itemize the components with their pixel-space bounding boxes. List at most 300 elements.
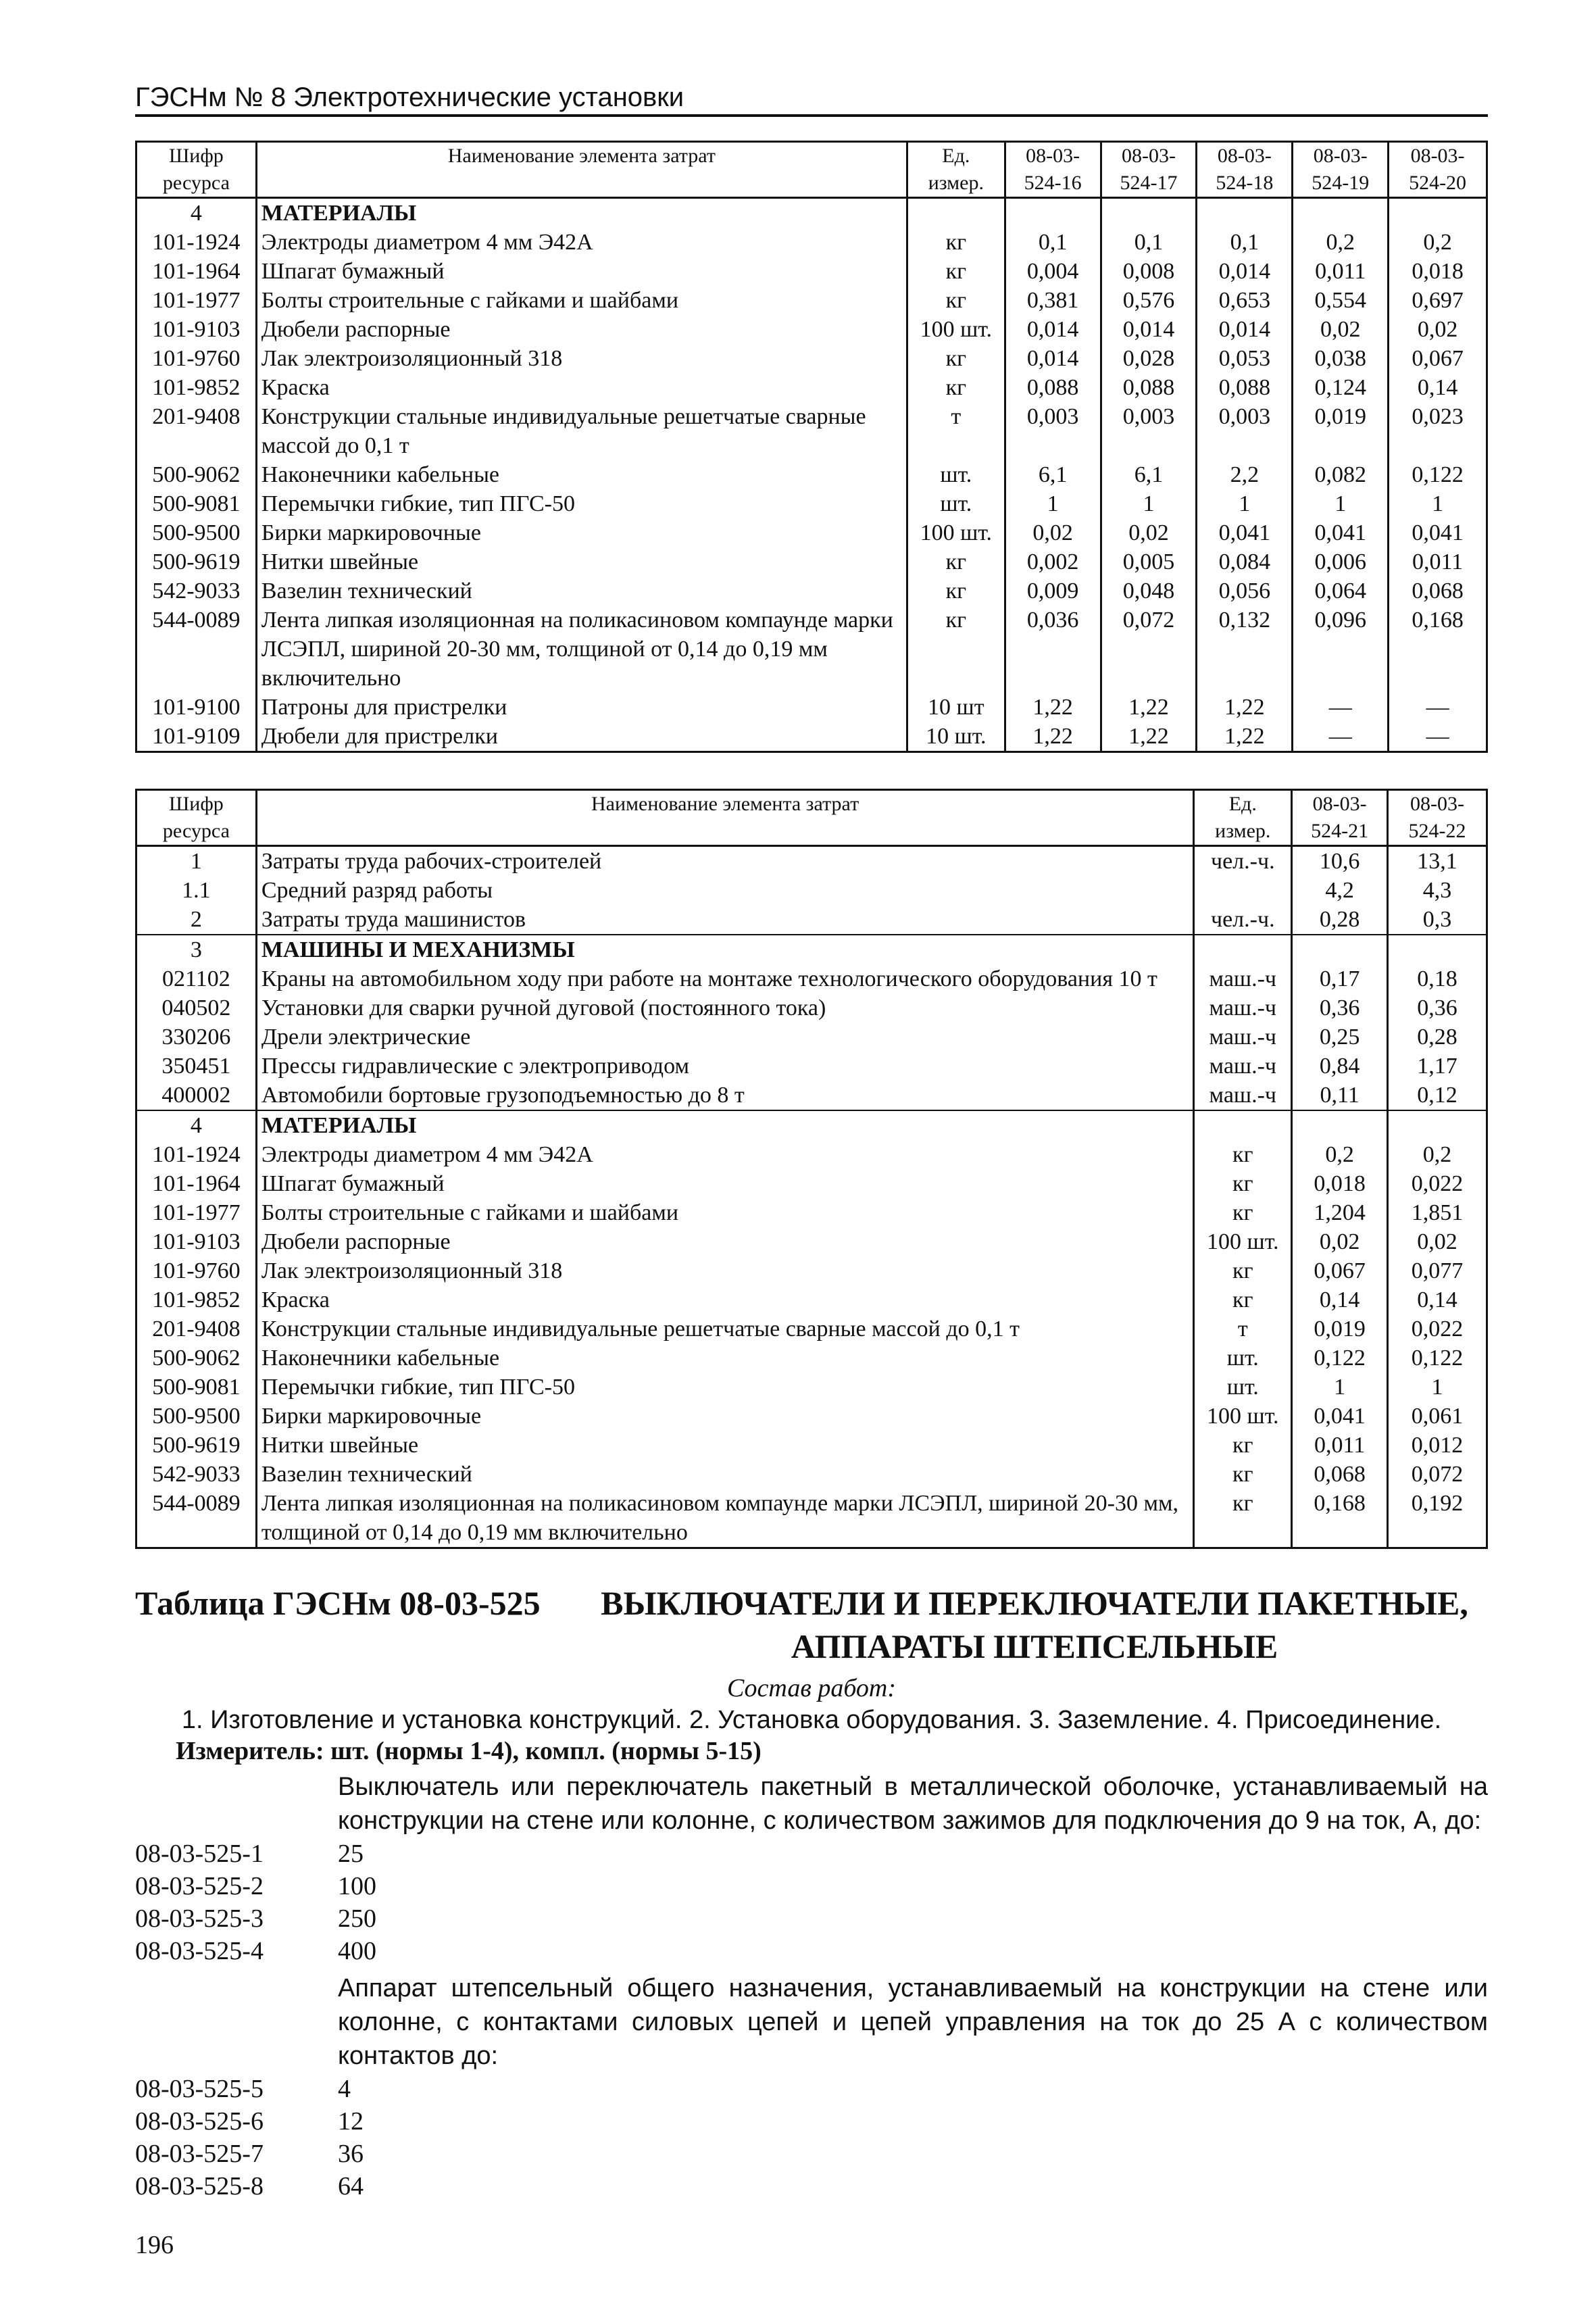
norm-value: 0,004	[1005, 257, 1101, 286]
resource-code: 4	[136, 1110, 257, 1140]
resource-unit: шт.	[907, 460, 1005, 489]
norm-value: 1	[1005, 489, 1101, 518]
norm-value: 0,067	[1389, 344, 1487, 373]
resource-unit: кг	[1194, 1489, 1292, 1548]
resource-unit: 100 шт.	[1194, 1227, 1292, 1256]
norm-value: 0,28	[1292, 905, 1388, 935]
column-header: 08-03-524-17	[1101, 142, 1197, 198]
norm-value: 0,006	[1293, 547, 1389, 576]
resource-code: 3	[136, 935, 257, 964]
norm-code: 08-03-525-5	[135, 2075, 264, 2103]
table-row	[136, 1460, 1487, 1489]
norm-value: 1	[1388, 1373, 1487, 1402]
table-row	[136, 722, 1487, 752]
resource-name: Средний разряд работы	[256, 876, 1194, 905]
norm-value: 0,019	[1292, 1314, 1388, 1344]
norm-value: 0,041	[1293, 518, 1389, 547]
resource-unit: кг	[907, 547, 1005, 576]
resource-name: МАТЕРИАЛЫ	[256, 1110, 1194, 1140]
norm-value: 0,077	[1388, 1256, 1487, 1285]
norm-value: 0,28	[1388, 1023, 1487, 1052]
norm-value: 1,851	[1388, 1198, 1487, 1227]
resource-name: Электроды диаметром 4 мм Э42А	[256, 228, 907, 257]
norm-value: 0,2	[1389, 228, 1487, 257]
norm-value: —	[1389, 722, 1487, 752]
resource-code: 201-9408	[136, 402, 257, 460]
norm-value	[1005, 198, 1101, 228]
norm-value: 0,697	[1389, 286, 1487, 315]
norm-value: 0,168	[1292, 1489, 1388, 1548]
resource-unit: кг	[1194, 1256, 1292, 1285]
resource-unit: кг	[1194, 1140, 1292, 1169]
norm-value: 64	[338, 2172, 364, 2200]
table-row	[136, 460, 1487, 489]
column-header: 08-03-524-22	[1388, 790, 1487, 846]
resource-name: Затраты труда машинистов	[256, 905, 1194, 935]
resource-code: 330206	[136, 1023, 257, 1052]
norm-value: 0,041	[1389, 518, 1487, 547]
resource-unit: 100 шт.	[907, 518, 1005, 547]
norm-value: 6,1	[1005, 460, 1101, 489]
norm-value: 1,22	[1101, 722, 1197, 752]
table-row	[136, 286, 1487, 315]
resource-name: Дюбели распорные	[256, 1227, 1194, 1256]
resource-unit: кг	[907, 373, 1005, 402]
resource-code: 101-9109	[136, 722, 257, 752]
resource-unit: 100 шт.	[907, 315, 1005, 344]
norm-value: 0,02	[1005, 518, 1101, 547]
table-row	[136, 1023, 1487, 1052]
resource-unit: кг	[907, 228, 1005, 257]
table-row	[136, 373, 1487, 402]
resource-name: Болты строительные с гайками и шайбами	[256, 286, 907, 315]
norm-row	[135, 2105, 1488, 2138]
resource-unit: кг	[1194, 1198, 1292, 1227]
norm-value: 0,014	[1101, 315, 1197, 344]
norm-value: 1,22	[1005, 722, 1101, 752]
norm-value: 1	[1197, 489, 1293, 518]
norm-value: 4,3	[1388, 876, 1487, 905]
norm-value: 0,2	[1388, 1140, 1487, 1169]
norm-value: 0,061	[1388, 1402, 1487, 1431]
table-525-heading	[135, 1581, 1488, 1668]
resource-unit: т	[907, 402, 1005, 460]
table-row	[136, 1344, 1487, 1373]
norm-value: 2,2	[1197, 460, 1293, 489]
norm-value: 0,053	[1197, 344, 1293, 373]
norm-value: 0,012	[1388, 1431, 1487, 1460]
resource-code: 500-9619	[136, 1431, 257, 1460]
norm-value	[1293, 198, 1389, 228]
norm-row	[135, 2170, 1488, 2202]
norm-value: 400	[338, 1937, 376, 1965]
group1-description: Выключатель или переключатель пакетный в металлической оболочке, устанавливаемый на конструкции на стене или колонне, с количеством зажимов для подключения до 9 на ток, А, до:	[338, 1773, 1488, 1835]
norm-row	[135, 1870, 1488, 1902]
norm-value: 1,204	[1292, 1198, 1388, 1227]
norm-value: 0,653	[1197, 286, 1293, 315]
table-row	[136, 606, 1487, 693]
resource-name: Дюбели распорные	[256, 315, 907, 344]
resource-unit: шт.	[1194, 1373, 1292, 1402]
resource-unit: кг	[907, 606, 1005, 693]
resource-unit: 100 шт.	[1194, 1402, 1292, 1431]
resource-name: Бирки маркировочные	[256, 1402, 1194, 1431]
resource-name: Шпагат бумажный	[256, 1169, 1194, 1198]
norm-value: —	[1293, 722, 1389, 752]
resource-code: 500-9081	[136, 1373, 257, 1402]
table-row	[136, 518, 1487, 547]
resource-code: 500-9062	[136, 1344, 257, 1373]
table-row	[136, 402, 1487, 460]
norm-row	[135, 1838, 1488, 1870]
norm-row	[135, 1935, 1488, 1967]
column-header: Наименование элемента затрат	[256, 142, 907, 198]
table-row	[136, 846, 1487, 877]
norm-value: 0,381	[1005, 286, 1101, 315]
composition-text: 1. Изготовление и установка конструкций. 2. Установка оборудования. 3. Заземление. 4. Присоединение.	[181, 1706, 1442, 1734]
table-row	[136, 964, 1487, 993]
norm-value: 1,17	[1388, 1052, 1487, 1081]
norm-value: 0,064	[1293, 576, 1389, 606]
resource-name: Нитки швейные	[256, 1431, 1194, 1460]
table-525-label: Таблица ГЭСНм 08-03-525	[135, 1584, 541, 1622]
section-row	[136, 198, 1487, 228]
norm-value: 0,072	[1388, 1460, 1487, 1489]
norm-value: 0,028	[1101, 344, 1197, 373]
norm-value: 250	[338, 1904, 376, 1933]
resource-code: 542-9033	[136, 1460, 257, 1489]
norm-value: 0,036	[1005, 606, 1101, 693]
norm-value: 0,84	[1292, 1052, 1388, 1081]
norm-value: 0,02	[1293, 315, 1389, 344]
resource-name: Наконечники кабельные	[256, 460, 907, 489]
table-row	[136, 1285, 1487, 1314]
table-row	[136, 1081, 1487, 1110]
resource-name: Краны на автомобильном ходу при работе на монтаже технологического оборудования 10 т	[256, 964, 1194, 993]
norm-value: 1	[1293, 489, 1389, 518]
table-header-row	[136, 790, 1487, 846]
resource-code: 021102	[136, 964, 257, 993]
norm-value: 13,1	[1388, 846, 1487, 877]
resource-unit: кг	[1194, 1169, 1292, 1198]
resource-code: 101-9103	[136, 315, 257, 344]
table-row	[136, 228, 1487, 257]
norm-value: 0,003	[1005, 402, 1101, 460]
norm-value: 0,088	[1197, 373, 1293, 402]
resource-unit: кг	[1194, 1431, 1292, 1460]
norm-value: —	[1389, 693, 1487, 722]
group1-norms	[135, 1838, 1488, 1967]
resource-code: 350451	[136, 1052, 257, 1081]
resource-unit: маш.-ч	[1194, 1052, 1292, 1081]
norm-value	[1292, 1110, 1388, 1140]
norm-value: 0,011	[1293, 257, 1389, 286]
resource-unit: кг	[907, 257, 1005, 286]
norm-value: 0,014	[1197, 257, 1293, 286]
column-header: Ед. измер.	[907, 142, 1005, 198]
table-row	[136, 993, 1487, 1023]
norm-value: 0,022	[1388, 1314, 1487, 1344]
table-row	[136, 344, 1487, 373]
resource-name: Нитки швейные	[256, 547, 907, 576]
norm-code: 08-03-525-1	[135, 1840, 264, 1868]
resource-unit: шт.	[1194, 1344, 1292, 1373]
resource-unit: чел.-ч.	[1194, 846, 1292, 877]
norm-value	[1388, 1110, 1487, 1140]
column-header: Шифр ресурса	[136, 790, 257, 846]
norm-value: 0,132	[1197, 606, 1293, 693]
resource-unit: маш.-ч	[1194, 993, 1292, 1023]
column-header: Наименование элемента затрат	[256, 790, 1194, 846]
resource-name: Перемычки гибкие, тип ПГС-50	[256, 1373, 1194, 1402]
table-header-row	[136, 142, 1487, 198]
norm-value: 1	[1389, 489, 1487, 518]
resource-table-524-16-20	[135, 141, 1488, 753]
resource-unit: 10 шт	[907, 693, 1005, 722]
norm-value: 0,038	[1293, 344, 1389, 373]
resource-name: Дрели электрические	[256, 1023, 1194, 1052]
norm-value: 1,22	[1101, 693, 1197, 722]
table-row	[136, 1256, 1487, 1285]
resource-unit: т	[1194, 1314, 1292, 1344]
norm-value: 0,1	[1005, 228, 1101, 257]
norm-value	[1389, 198, 1487, 228]
resource-name: Наконечники кабельные	[256, 1344, 1194, 1373]
table-row	[136, 489, 1487, 518]
norm-value: 0,168	[1389, 606, 1487, 693]
resource-code: 101-9103	[136, 1227, 257, 1256]
norm-value: 0,014	[1197, 315, 1293, 344]
resource-code: 101-9760	[136, 1256, 257, 1285]
resource-unit: кг	[907, 344, 1005, 373]
norm-value: 0,005	[1101, 547, 1197, 576]
resource-name: Бирки маркировочные	[256, 518, 907, 547]
resource-code: 1	[136, 846, 257, 877]
norm-value: 0,072	[1101, 606, 1197, 693]
resource-code: 101-1924	[136, 228, 257, 257]
norm-value: 0,25	[1292, 1023, 1388, 1052]
norm-value	[1388, 935, 1487, 964]
norm-value: 0,022	[1388, 1169, 1487, 1198]
norm-value: 0,36	[1388, 993, 1487, 1023]
norm-value: 0,009	[1005, 576, 1101, 606]
norm-value: 0,056	[1197, 576, 1293, 606]
resource-unit	[1194, 935, 1292, 964]
resource-name: Болты строительные с гайками и шайбами	[256, 1198, 1194, 1227]
norm-value: 36	[338, 2140, 364, 2168]
resource-name: Дюбели для пристрелки	[256, 722, 907, 752]
norm-value: 0,084	[1197, 547, 1293, 576]
resource-code: 101-9760	[136, 344, 257, 373]
norm-value: 0,018	[1292, 1169, 1388, 1198]
norm-value	[1197, 198, 1293, 228]
resource-name: Лак электроизоляционный 318	[256, 344, 907, 373]
resource-code: 101-1964	[136, 1169, 257, 1198]
norm-value: 0,14	[1388, 1285, 1487, 1314]
norm-code: 08-03-525-2	[135, 1872, 264, 1900]
norm-value: 0,11	[1292, 1081, 1388, 1110]
resource-code: 4	[136, 198, 257, 228]
resource-unit: чел.-ч.	[1194, 905, 1292, 935]
resource-name: Патроны для пристрелки	[256, 693, 907, 722]
table-525-title: ВЫКЛЮЧАТЕЛИ И ПЕРЕКЛЮЧАТЕЛИ ПАКЕТНЫЕ, АППАРАТЫ ШТЕПСЕЛЬНЫЕ	[601, 1584, 1468, 1665]
resource-name: Вазелин технический	[256, 576, 907, 606]
column-header: 08-03-524-16	[1005, 142, 1101, 198]
norm-value: 0,17	[1292, 964, 1388, 993]
norm-code: 08-03-525-7	[135, 2140, 264, 2168]
norm-value: 0,068	[1389, 576, 1487, 606]
table-row	[136, 1169, 1487, 1198]
norm-value: 0,011	[1389, 547, 1487, 576]
resource-code: 101-1924	[136, 1140, 257, 1169]
resource-name: Затраты труда рабочих-строителей	[256, 846, 1194, 877]
norm-value: 0,003	[1197, 402, 1293, 460]
norm-value	[1101, 198, 1197, 228]
resource-code: 101-1977	[136, 1198, 257, 1227]
norm-value: 0,3	[1388, 905, 1487, 935]
table-row	[136, 1140, 1487, 1169]
resource-code: 500-9500	[136, 1402, 257, 1431]
norm-value: 1,22	[1197, 693, 1293, 722]
norm-value	[1292, 935, 1388, 964]
page-number: 196	[135, 2231, 174, 2259]
norm-value: 0,068	[1292, 1460, 1388, 1489]
norm-value: 0,014	[1005, 315, 1101, 344]
norm-value: 1	[1292, 1373, 1388, 1402]
composition-caption: Состав работ:	[726, 1674, 897, 1702]
resource-name: Прессы гидравлические с электроприводом	[256, 1052, 1194, 1081]
column-header: Шифр ресурса	[136, 142, 257, 198]
norm-value: 0,36	[1292, 993, 1388, 1023]
resource-code: 1.1	[136, 876, 257, 905]
resource-name: МАШИНЫ И МЕХАНИЗМЫ	[256, 935, 1194, 964]
header-title: ГЭСНм № 8 Электротехнические установки	[135, 82, 684, 112]
norm-value: 0,041	[1292, 1402, 1388, 1431]
resource-name: Автомобили бортовые грузоподъемностью до 8 т	[256, 1081, 1194, 1110]
resource-name: Краска	[256, 373, 907, 402]
resource-code: 101-1964	[136, 257, 257, 286]
norm-value: 12	[338, 2107, 364, 2136]
norm-value: 0,088	[1101, 373, 1197, 402]
norm-value: 0,041	[1197, 518, 1293, 547]
norm-value: 0,002	[1005, 547, 1101, 576]
resource-name: Конструкции стальные индивидуальные решетчатые сварные массой до 0,1 т	[256, 402, 907, 460]
resource-code: 101-1977	[136, 286, 257, 315]
norm-value: 4,2	[1292, 876, 1388, 905]
section-row	[136, 935, 1487, 964]
norm-value: 0,019	[1293, 402, 1389, 460]
norm-code: 08-03-525-6	[135, 2107, 264, 2136]
resource-name: Лак электроизоляционный 318	[256, 1256, 1194, 1285]
column-header: 08-03-524-20	[1389, 142, 1487, 198]
norm-value: 0,122	[1388, 1344, 1487, 1373]
column-header: Ед. измер.	[1194, 790, 1292, 846]
table-row	[136, 1489, 1487, 1548]
norm-value: 1,22	[1197, 722, 1293, 752]
group2-norms	[135, 2073, 1488, 2202]
section-row	[136, 1110, 1487, 1140]
norm-value: 0,02	[1389, 315, 1487, 344]
resource-code: 542-9033	[136, 576, 257, 606]
norm-row	[135, 2073, 1488, 2105]
resource-code: 500-9500	[136, 518, 257, 547]
column-header: 08-03-524-18	[1197, 142, 1293, 198]
resource-code: 500-9062	[136, 460, 257, 489]
resource-unit	[1194, 1110, 1292, 1140]
column-header: 08-03-524-21	[1292, 790, 1388, 846]
resource-code: 2	[136, 905, 257, 935]
resource-name: Шпагат бумажный	[256, 257, 907, 286]
norm-value: 1	[1101, 489, 1197, 518]
table-row	[136, 1373, 1487, 1402]
norm-value: 25	[338, 1840, 364, 1868]
norm-value: —	[1293, 693, 1389, 722]
norm-code: 08-03-525-8	[135, 2172, 264, 2200]
norm-value: 0,096	[1293, 606, 1389, 693]
resource-unit: маш.-ч	[1194, 1023, 1292, 1052]
table-row	[136, 1314, 1487, 1344]
resource-unit: 10 шт.	[907, 722, 1005, 752]
resource-name: Лента липкая изоляционная на поликасиновом компаунде марки ЛСЭПЛ, шириной 20-30 мм, толщиной от 0,14 до 0,19 мм включительно	[256, 1489, 1194, 1548]
resource-code: 400002	[136, 1081, 257, 1110]
meter-text: Измеритель: шт. (нормы 1-4), компл. (нормы 5-15)	[176, 1737, 762, 1765]
norm-value: 10,6	[1292, 846, 1388, 877]
table-row	[136, 1402, 1487, 1431]
table-row	[136, 876, 1487, 905]
table-row	[136, 1052, 1487, 1081]
resource-name: МАТЕРИАЛЫ	[256, 198, 907, 228]
norm-value: 0,2	[1293, 228, 1389, 257]
norm-value: 0,02	[1292, 1227, 1388, 1256]
norm-value: 0,088	[1005, 373, 1101, 402]
norm-value: 0,1	[1101, 228, 1197, 257]
table-row	[136, 257, 1487, 286]
table-body	[136, 198, 1487, 752]
resource-name: Электроды диаметром 4 мм Э42А	[256, 1140, 1194, 1169]
resource-code: 500-9619	[136, 547, 257, 576]
table-525-section	[135, 1581, 1488, 2202]
resource-code: 101-9852	[136, 373, 257, 402]
norm-value: 0,02	[1388, 1227, 1487, 1256]
resource-table-524-21-22	[135, 789, 1488, 1549]
resource-unit	[907, 198, 1005, 228]
table-row	[136, 693, 1487, 722]
norm-value: 0,576	[1101, 286, 1197, 315]
resource-name: Конструкции стальные индивидуальные решетчатые сварные массой до 0,1 т	[256, 1314, 1194, 1344]
norm-value: 1,22	[1005, 693, 1101, 722]
resource-code: 544-0089	[136, 1489, 257, 1548]
norm-value: 0,1	[1197, 228, 1293, 257]
resource-unit: кг	[907, 576, 1005, 606]
norm-value: 0,124	[1293, 373, 1389, 402]
table-row	[136, 315, 1487, 344]
resource-unit	[1194, 876, 1292, 905]
norm-value: 0,554	[1293, 286, 1389, 315]
norm-value: 0,008	[1101, 257, 1197, 286]
resource-code: 040502	[136, 993, 257, 1023]
resource-code: 500-9081	[136, 489, 257, 518]
norm-value: 0,067	[1292, 1256, 1388, 1285]
norm-value: 0,18	[1388, 964, 1487, 993]
resource-code: 544-0089	[136, 606, 257, 693]
norm-value: 0,011	[1292, 1431, 1388, 1460]
resource-name: Лента липкая изоляционная на поликасиновом компаунде марки ЛСЭПЛ, шириной 20-30 мм, толщиной от 0,14 до 0,19 мм включительно	[256, 606, 907, 693]
norm-value: 0,082	[1293, 460, 1389, 489]
norm-value: 6,1	[1101, 460, 1197, 489]
norm-value: 0,14	[1292, 1285, 1388, 1314]
norm-code: 08-03-525-3	[135, 1904, 264, 1933]
resource-code: 101-9852	[136, 1285, 257, 1314]
